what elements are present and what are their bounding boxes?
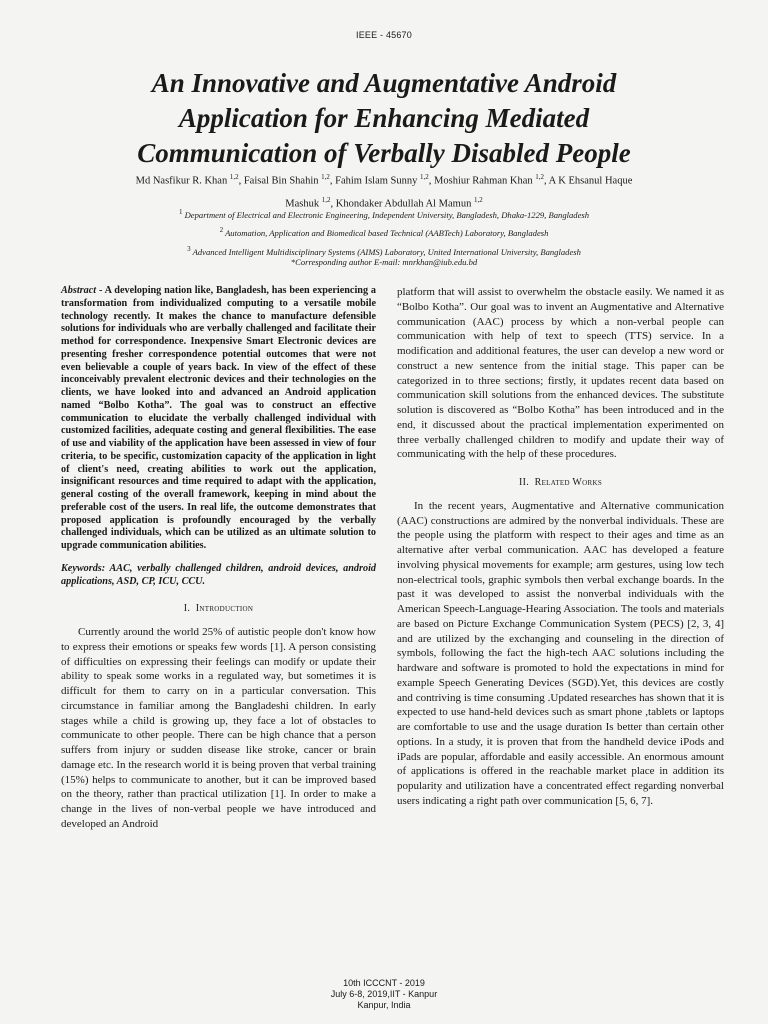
keywords: Keywords: AAC, verbally challenged children, android devices, android applications, ASD, CP, ICU, CCU. xyxy=(61,562,376,587)
author-separator: , xyxy=(428,175,435,187)
affiliation-text: Advanced Intelligent Multidisciplinary Systems (AIMS) Laboratory, United International University, Bangladesh xyxy=(192,246,581,257)
author-affiliation-mark: 1,2 xyxy=(473,195,483,204)
conference-id-header: IEEE - 45670 xyxy=(356,30,412,40)
author-name: Khondaker Abdullah Al Mamun xyxy=(335,198,472,209)
affiliation-text: Department of Electrical and Electronic Engineering, Independent University, Bangladesh, Dhaka-1229, Bangladesh xyxy=(184,209,590,220)
section-title: Related Works xyxy=(534,477,603,488)
affiliation-mark: 2 xyxy=(219,226,224,234)
author-name: Moshiur Rahman Khan xyxy=(434,175,533,187)
affiliation-3 xyxy=(40,244,728,258)
conference-footer xyxy=(0,978,768,1011)
corresponding-author: *Corresponding author E-mail: mnrkhan@iub.edu.bd xyxy=(290,257,478,267)
author-name: Mashuk xyxy=(285,198,320,209)
affiliation-text: Automation, Application and Biomedical based Technical (AABTech) Laboratory, Bangladesh xyxy=(225,227,549,238)
author-affiliation-mark: 1,2 xyxy=(229,173,239,181)
author-name: Fahim Islam Sunny xyxy=(335,175,418,187)
right-column xyxy=(397,285,724,809)
author-separator: , xyxy=(329,175,336,187)
section-heading-introduction xyxy=(61,602,376,617)
left-column xyxy=(61,285,376,832)
author-separator: , xyxy=(238,175,244,187)
affiliation-mark: 1 xyxy=(178,208,183,216)
author-name: Md Nasfikur R. Khan xyxy=(135,175,228,187)
author-affiliation-mark: 1,2 xyxy=(321,195,331,204)
title-line-2: Application for Enhancing Mediated xyxy=(178,103,590,133)
footer-conference-name: 10th ICCCNT - 2019 xyxy=(343,978,425,988)
author-separator: , xyxy=(543,175,549,187)
footer-location: Kanpur, India xyxy=(357,1000,411,1010)
author-line-1 xyxy=(60,168,708,191)
abstract-text: - A developing nation like, Bangladesh, has been experiencing a transformation from individualized computing to a versatile mobile technology recently. It makes the chance to manufacture defensible solutions for individuals who are verbally challenged and facilitate their method for correspondence. Inexpensive Smart Electronic devices are presenting fresher correspondence potential outcomes that were not even believable a couple of years back. In view of the effect of these inconceivably prevalent electronic devices and their technologies on the clients, we have looked into and advanced an Android application named “Bolbo Kotha”. The goal was to construct an effective communication to elucidate the verbally challenged individual with customized facilities, adequate costing and general flexibilities. The ease of use and viability of the application have been assessed in view of four criteria, to be specific, customization capacity of the application in light of client's need, creating abilities to work out the application, insignificant resources and time required to adapt with the application, general costing of the overall framework, keeping in mind about the preferable cost of the users. In real life, the outcome demonstrates that proposed application is profoundly encouraged by the verbally challenged individuals, which can be utilized as an ultimate solution to upgrade communication abilities. xyxy=(61,285,376,551)
introduction-paragraph: Currently around the world 25% of autistic people don't know how to express their emotions or speaks few words [1]. A person consisting of difficulties on expressing their feelings can modify or update their ability to speak some works in a regulated way, but sometimes it is difficult for them to carry on in a particular conversation. This circumstance in familiar among the Bangladeshi children. In early stages while a child is growing up, they face a lot of obstacles to communicate to other people. There can be high chance that a person suffers from injury or sudden disease like stroke, cancer or brain damage etc. In the research world it is being proven that verbal training (15%) helps to communicate to another, but it can be improved based on the theory, rather than practical utilization [1]. In order to make a change in the lives of non-verbal people we have introduced and developed an Android xyxy=(61,626,376,830)
author-affiliation-mark: 1,2 xyxy=(321,173,330,181)
author-name: A K Ehsanul Haque xyxy=(548,175,633,187)
abstract-lead: Abstract xyxy=(61,285,97,296)
section-number: II. xyxy=(518,477,529,488)
related-works-paragraph: In the recent years, Augmentative and Alternative communication (AAC) constructions are admired by the nonverbal individuals. These are the people using the platform with respect to their ages and time as an alternative after verbal communication. AAC has developed a feature involving physical movements for example; arm gestures, using low tech non-electrical tools, graphic symbols then verbal exchange boards. In the past it was developed to assist the nonverbal individuals with the American Speech-Language-Hearing Association. The tools and materials are based on Picture Exchange Communication System (PECS) [2, 3, 4] and are utilized by the exchanging and counseling in the direction of symbols, following the fact the high-tech AAC solutions including the hardware and software is promoted to hold the expectations in mind for example Speech Generating Devices (SGD).Yet, this devices are costly and contriving is time consuming .Updated researches has shown that it is expected to use hand-held devices such as smart phone ,tablets or laptops are comfortable to use and the usage duration Is better than certain other options. In a study, it is proven that from the handheld device iPods and iPads are popular, affordable and easily accessible. An enormous amount of applications is offered in the reachable market place in addition its popularity and utilization have a concentrated effect regarding nonverbal users indicating a right path over communication [5, 6, 7]. xyxy=(397,499,724,807)
section-number: I. xyxy=(183,603,191,615)
section-title: Introduction xyxy=(195,603,254,615)
title-line-3: Communication of Verbally Disabled People xyxy=(137,138,631,168)
author-affiliation-mark: 1,2 xyxy=(420,173,429,181)
affiliation-1 xyxy=(40,207,728,221)
paper-title xyxy=(40,66,728,171)
introduction-continuation-paragraph: platform that will assist to overwhelm the obstacle easily. We named it as “Bolbo Kotha”. Our goal was to invent an Augmentative and Alternative communication (AAC) process by which a non-verbal people can communication with help of text to speech (TTS) service. In a modification and additional features, the user can develop a new word or construct a new sentence from the initial stage. This paper can be categorized in to three sections; firstly, it updates recent data based on communication skill solutions from the enhanced devices. The substitute solution is discovered as “Bolbo Kotha” has been introduced and in the end, it discussed about the practical implementation experimented on three verbally challenged children to modify and update their way of communicating with the help of these procedures. xyxy=(397,286,724,461)
footer-dates-venue: July 6-8, 2019,IIT - Kanpur xyxy=(330,989,438,999)
title-line-1: An Innovative and Augmentative Android xyxy=(151,68,617,98)
affiliation-mark: 3 xyxy=(187,245,191,253)
section-heading-related-works xyxy=(397,476,724,491)
author-affiliation-mark: 1,2 xyxy=(535,173,544,181)
affiliation-2 xyxy=(40,225,728,239)
abstract xyxy=(61,285,376,553)
author-separator: , xyxy=(330,198,336,209)
author-name: Faisal Bin Shahin xyxy=(243,175,319,187)
